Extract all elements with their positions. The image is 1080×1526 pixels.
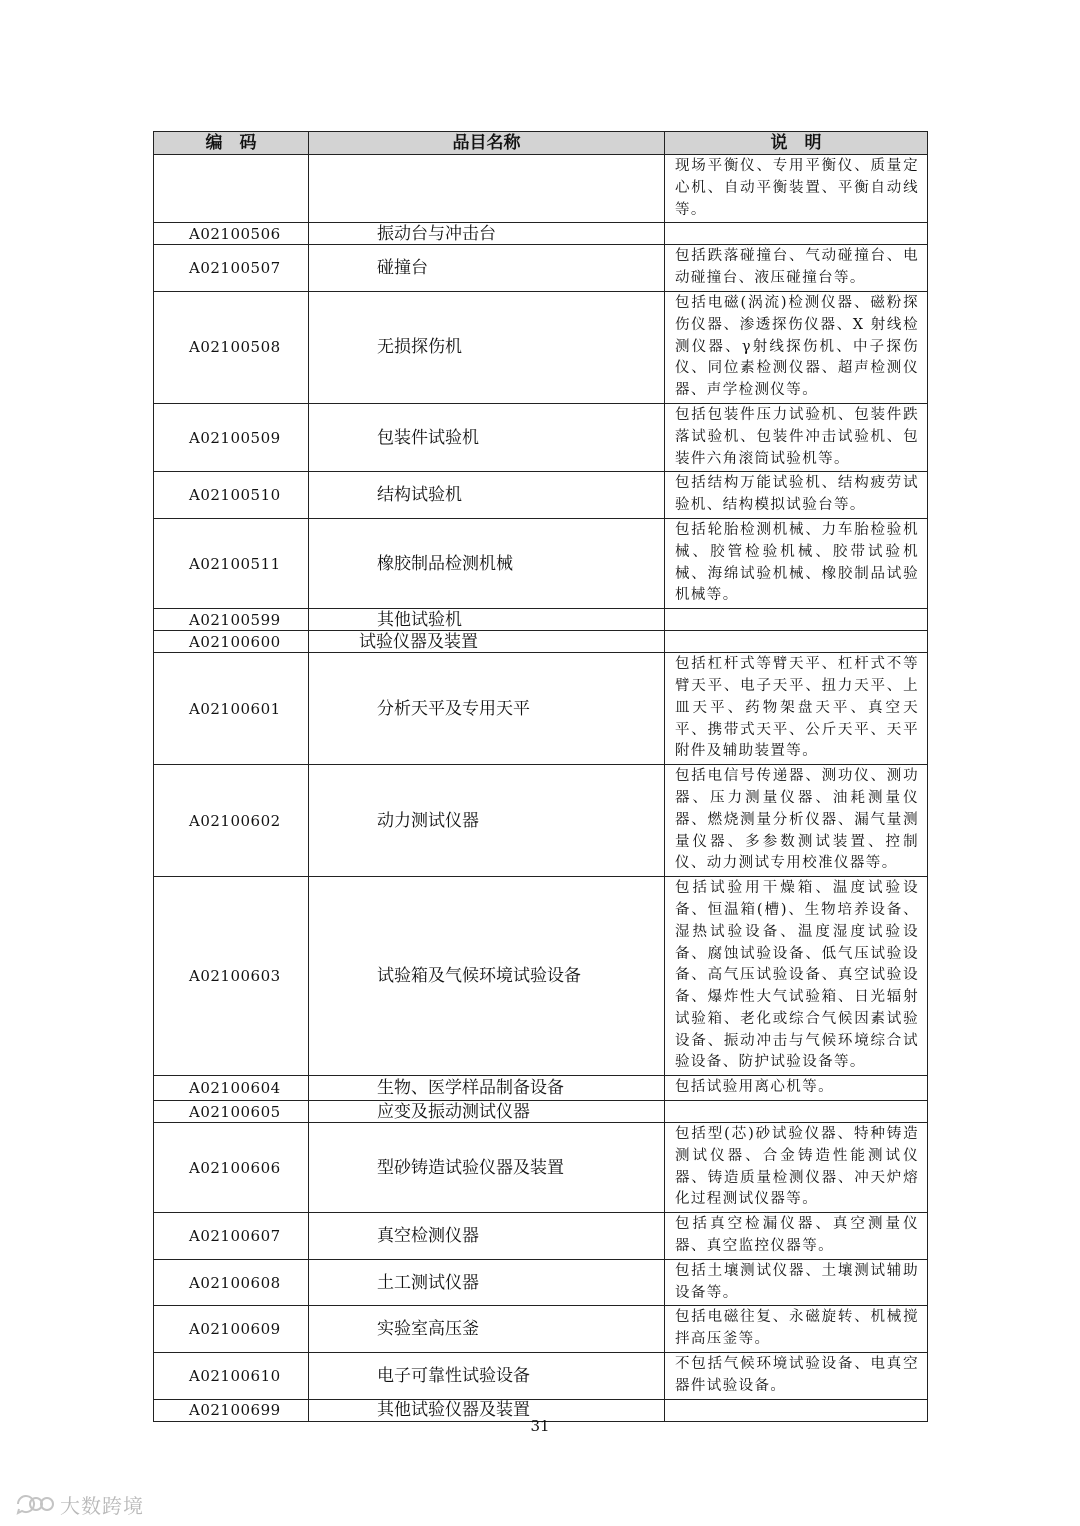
item-code: A02100604 [154, 1076, 309, 1101]
catalog-table [153, 131, 928, 1422]
table-row [154, 1101, 928, 1123]
item-name: 振动台与冲击台 [309, 223, 665, 245]
item-name: 碰撞台 [309, 245, 665, 292]
item-name: 橡胶制品检测机械 [309, 518, 665, 608]
page-number: 31 [530, 1417, 550, 1435]
item-description: 包括真空检漏仪器、真空测量仪器、真空监控仪器等。 [665, 1213, 928, 1260]
watermark-text: 大数跨境 [60, 1493, 144, 1518]
item-name: 包装件试验机 [309, 403, 665, 471]
table-row [154, 1213, 928, 1260]
item-name: 电子可靠性试验设备 [309, 1353, 665, 1400]
item-name: 结构试验机 [309, 472, 665, 519]
item-code: A02100599 [154, 609, 309, 631]
item-name: 应变及振动测试仪器 [309, 1101, 665, 1123]
item-code: A02100506 [154, 223, 309, 245]
table-row [154, 1306, 928, 1353]
item-description: 包括电磁(涡流)检测仪器、磁粉探伤仪器、渗透探伤仪器、X 射线检测仪器、γ射线探伤机、中子探伤仪、同位素检测仪器、超声检测仪器、声学检测仪等。 [665, 291, 928, 403]
table-row [154, 403, 928, 471]
item-code: A02100508 [154, 291, 309, 403]
table-row [154, 653, 928, 765]
table-row [154, 1259, 928, 1306]
item-name: 无损探伤机 [309, 291, 665, 403]
table-row [154, 518, 928, 608]
item-description: 包括电信号传递器、测功仪、测功器、压力测量仪器、油耗测量仪器、燃烧测量分析仪器、漏气量测量仪器、多参数测试装置、控制仪、动力测试专用校准仪器等。 [665, 765, 928, 877]
item-code: A02100509 [154, 403, 309, 471]
item-name: 试验箱及气候环境试验设备 [309, 877, 665, 1076]
header-code: 编 码 [154, 132, 309, 155]
item-description [665, 1101, 928, 1123]
item-name: 型砂铸造试验仪器及装置 [309, 1123, 665, 1213]
item-name [309, 155, 665, 223]
item-description: 包括土壤测试仪器、土壤测试辅助设备等。 [665, 1259, 928, 1306]
item-code: A02100511 [154, 518, 309, 608]
item-code: A02100507 [154, 245, 309, 292]
item-code: A02100605 [154, 1101, 309, 1123]
item-code: A02100600 [154, 631, 309, 653]
item-description: 包括轮胎检测机械、力车胎检验机械、胶管检验机械、胶带试验机械、海绵试验机械、橡胶制品试验机械等。 [665, 518, 928, 608]
item-name: 生物、医学样品制备设备 [309, 1076, 665, 1101]
table-row [154, 223, 928, 245]
item-name: 土工测试仪器 [309, 1259, 665, 1306]
item-code: A02100608 [154, 1259, 309, 1306]
item-description: 包括电磁往复、永磁旋转、机械搅拌高压釜等。 [665, 1306, 928, 1353]
item-description: 现场平衡仪、专用平衡仪、质量定心机、自动平衡装置、平衡自动线等。 [665, 155, 928, 223]
item-description: 包括试验用离心机等。 [665, 1076, 928, 1101]
table-row [154, 877, 928, 1076]
table-body [154, 155, 928, 1422]
item-code: A02100601 [154, 653, 309, 765]
table-row [154, 631, 928, 653]
item-code: A02100603 [154, 877, 309, 1076]
table-row [154, 291, 928, 403]
item-name: 其他试验机 [309, 609, 665, 631]
item-description [665, 223, 928, 245]
header-desc: 说 明 [665, 132, 928, 155]
item-name: 动力测试仪器 [309, 765, 665, 877]
table-header [154, 132, 928, 155]
item-description: 包括型(芯)砂试验仪器、特种铸造测试仪器、合金铸造性能测试仪器、铸造质量检测仪器、冲天炉熔化过程测试仪器等。 [665, 1123, 928, 1213]
table-row [154, 155, 928, 223]
item-description: 包括杠杆式等臂天平、杠杆式不等臂天平、电子天平、扭力天平、上皿天平、药物架盘天平、真空天平、携带式天平、公斤天平、天平附件及辅助装置等。 [665, 653, 928, 765]
item-name: 其他试验仪器及装置 [309, 1399, 665, 1421]
table-row [154, 609, 928, 631]
table-row [154, 1353, 928, 1400]
item-code: A02100699 [154, 1399, 309, 1421]
table-row [154, 245, 928, 292]
table-row [154, 765, 928, 877]
item-name: 试验仪器及装置 [309, 631, 665, 653]
item-description: 包括试验用干燥箱、温度试验设备、恒温箱(槽)、生物培养设备、湿热试验设备、温度湿度试验设备、腐蚀试验设备、低气压试验设备、高气压试验设备、真空试验设备、爆炸性大气试验箱、日光辐射试验箱、老化或综合气候因素试验设备、振动冲击与气候环境综合试验设备、防护试验设备等。 [665, 877, 928, 1076]
item-name: 分析天平及专用天平 [309, 653, 665, 765]
header-name: 品目名称 [309, 132, 665, 155]
table-row [154, 1076, 928, 1101]
item-description [665, 631, 928, 653]
item-code: A02100606 [154, 1123, 309, 1213]
item-description: 包括跌落碰撞台、气动碰撞台、电动碰撞台、液压碰撞台等。 [665, 245, 928, 292]
table-row [154, 472, 928, 519]
item-code: A02100607 [154, 1213, 309, 1260]
item-code: A02100602 [154, 765, 309, 877]
item-name: 实验室高压釜 [309, 1306, 665, 1353]
watermark [14, 1489, 144, 1519]
item-code: A02100510 [154, 472, 309, 519]
item-description: 包括结构万能试验机、结构疲劳试验机、结构模拟试验台等。 [665, 472, 928, 519]
item-description: 不包括气候环境试验设备、电真空器件试验设备。 [665, 1353, 928, 1400]
item-name: 真空检测仪器 [309, 1213, 665, 1260]
item-description [665, 609, 928, 631]
chat-bubble-logo-icon [14, 1492, 54, 1516]
item-code [154, 155, 309, 223]
item-description: 包括包装件压力试验机、包装件跌落试验机、包装件冲击试验机、包装件六角滚筒试验机等。 [665, 403, 928, 471]
item-code: A02100610 [154, 1353, 309, 1400]
table-row [154, 1123, 928, 1213]
item-code: A02100609 [154, 1306, 309, 1353]
